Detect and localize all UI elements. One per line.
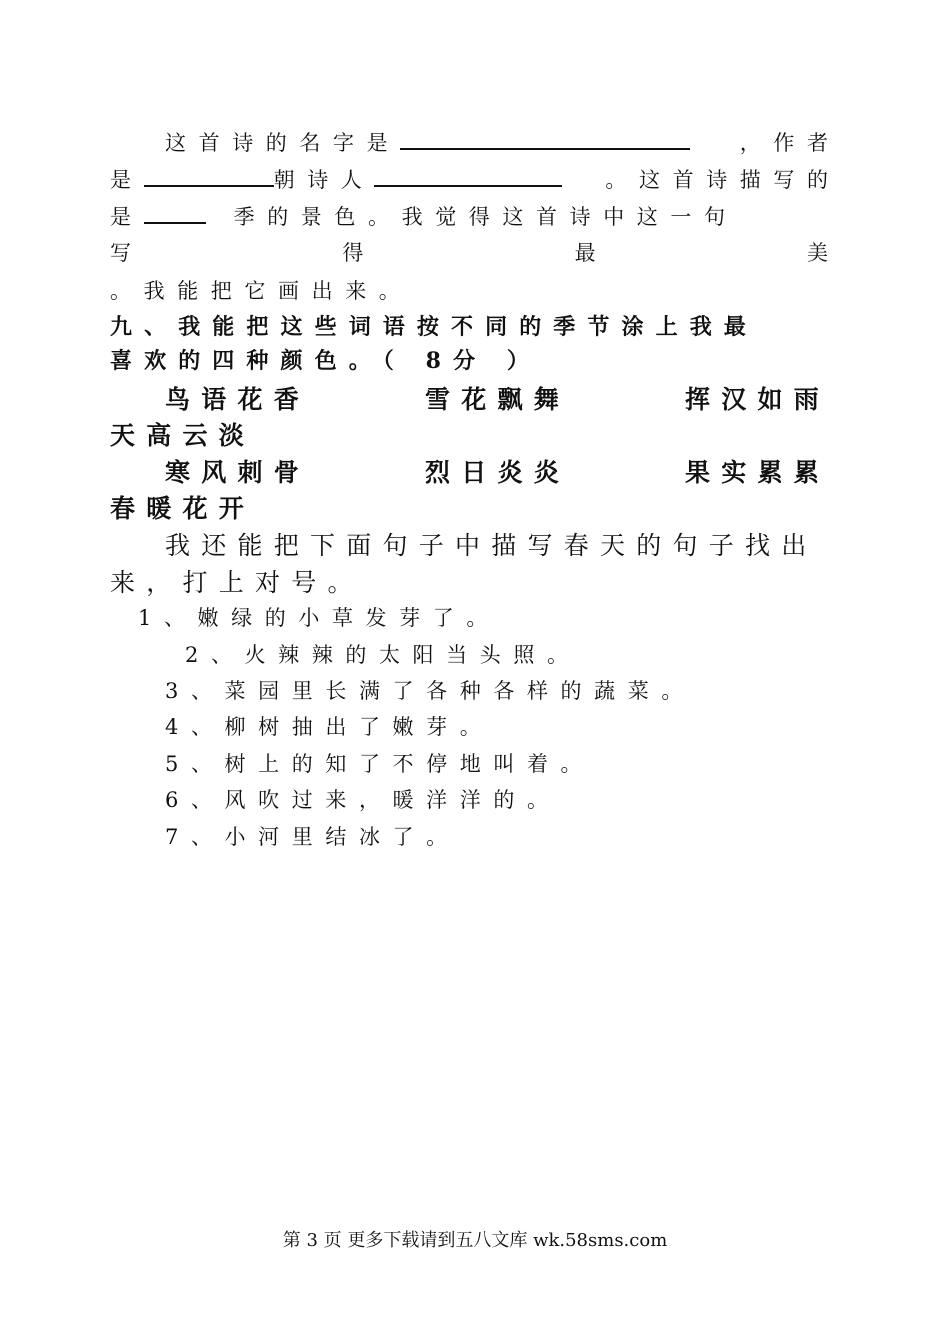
page-footer: 第 3 页 更多下载请到五八文库 wk.58sms.com bbox=[282, 1230, 668, 1251]
section-nine-heading-2: 喜欢的四种颜色。（ 8分 ） bbox=[110, 348, 542, 374]
poem-line-2 bbox=[110, 165, 841, 195]
sentence-item-5: 5、树上的知了不停地叫着。 bbox=[165, 752, 595, 776]
word-group-3: 挥汉如雨 bbox=[685, 385, 831, 414]
word-group-6: 烈日炎炎 bbox=[425, 458, 571, 487]
sentence-item-1: 1、嫩绿的小草发芽了。 bbox=[138, 606, 500, 630]
line3-start: 是 bbox=[110, 205, 144, 229]
spring-task-line-1: 我还能把下面句子中描写春天的句子找出 bbox=[165, 531, 818, 560]
sentence-item-2: 2、火辣辣的太阳当头照。 bbox=[185, 643, 581, 667]
poem-name-blank[interactable] bbox=[400, 128, 690, 150]
sentence-item-4: 4、柳树抽出了嫩芽。 bbox=[165, 715, 494, 739]
poem-name-prompt: 这首诗的名字是 bbox=[165, 131, 401, 155]
poet-blank[interactable] bbox=[374, 165, 562, 187]
line4-char-3: 最 bbox=[574, 241, 596, 265]
word-group-4: 天高云淡 bbox=[110, 421, 256, 450]
poem-line-5: 。我能把它画出来。 bbox=[110, 279, 413, 303]
line2-start: 是 bbox=[110, 168, 144, 192]
sentence-item-6: 6、风吹过来，暖洋洋的。 bbox=[165, 788, 561, 812]
line3-end: 季的景色。我觉得这首诗中这一句 bbox=[233, 205, 738, 229]
sentence-item-7: 7、小河里结冰了。 bbox=[165, 825, 460, 849]
word-group-8: 春暖花开 bbox=[110, 494, 256, 523]
line4-char-4: 美 bbox=[806, 241, 828, 265]
word-group-5: 寒风刺骨 bbox=[165, 458, 311, 487]
sentence-item-3: 3、菜园里长满了各种各样的蔬菜。 bbox=[165, 679, 695, 703]
dynasty-label: 朝诗人 bbox=[273, 168, 375, 192]
poem-line-3 bbox=[110, 202, 828, 232]
section-nine-heading-1: 九、我能把这些词语按不同的季节涂上我最 bbox=[110, 314, 758, 340]
poem-line-4 bbox=[110, 238, 828, 268]
line4-char-1: 写 bbox=[110, 241, 131, 265]
line2-end: 。这首诗描写的 bbox=[605, 168, 841, 192]
word-group-2: 雪花飘舞 bbox=[425, 385, 571, 414]
season-blank[interactable] bbox=[144, 202, 206, 224]
spring-task-line-2: 来，打上对号。 bbox=[110, 568, 364, 597]
dynasty-blank[interactable] bbox=[144, 165, 274, 187]
word-group-7: 果实累累 bbox=[685, 458, 831, 487]
author-prompt: ，作者 bbox=[739, 131, 841, 155]
word-group-1: 鸟语花香 bbox=[165, 385, 311, 414]
poem-line-1 bbox=[165, 128, 841, 158]
line4-char-2: 得 bbox=[342, 241, 364, 265]
